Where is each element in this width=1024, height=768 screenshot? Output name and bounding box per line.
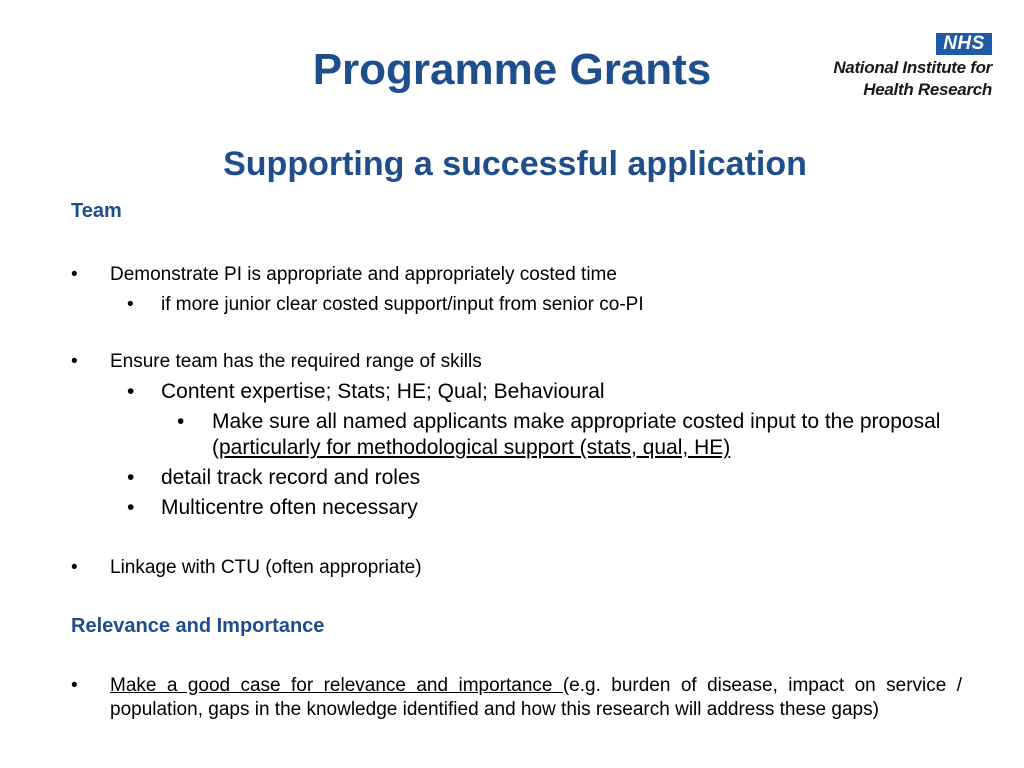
- team-bullet-2-sub-1-sub-1: [212, 409, 952, 461]
- team-bullet-1-sub-1: if more junior clear costed support/input from senior co-PI: [161, 294, 644, 315]
- bullet-dot: •: [177, 410, 185, 433]
- relevance-bullet-1: [110, 674, 962, 722]
- relevance-heading: Relevance and Importance: [71, 615, 325, 637]
- nhs-badge: NHS: [936, 33, 992, 55]
- relevance-detail-text: (e.g. burden of disease, impact on service / population, gaps in the knowledge identified and how this research will address these gaps): [110, 675, 962, 720]
- team-heading: Team: [71, 200, 122, 222]
- team-bullet-2-sub-2: detail track record and roles: [161, 466, 421, 489]
- team-bullet-2-sub-1: Content expertise; Stats; HE; Qual; Behavioural: [161, 380, 605, 403]
- bullet-dot: •: [71, 557, 78, 578]
- bullet-dot: •: [127, 496, 135, 519]
- bullet-dot: •: [127, 466, 135, 489]
- team-bullet-2: Ensure team has the required range of skills: [110, 351, 482, 372]
- team-bullet-2-sub-3: Multicentre often necessary: [161, 496, 418, 519]
- costed-input-text: Make sure all named applicants make appropriate costed input to the proposal (: [212, 410, 941, 459]
- bullet-dot: •: [127, 294, 134, 315]
- methodological-support-text: particularly for methodological support (stats, qual, HE): [219, 436, 731, 459]
- bullet-dot: •: [127, 380, 135, 403]
- nihr-logo: [802, 33, 992, 103]
- bullet-dot: •: [71, 351, 78, 372]
- team-bullet-1: Demonstrate PI is appropriate and appropriately costed time: [110, 264, 617, 285]
- good-case-text: Make a good case for relevance and importance: [110, 675, 563, 696]
- bullet-dot: •: [71, 264, 78, 285]
- team-bullet-3: Linkage with CTU (often appropriate): [110, 557, 422, 578]
- slide-title: Programme Grants: [312, 45, 712, 94]
- slide-subtitle: Supporting a successful application: [223, 145, 807, 183]
- bullet-dot: •: [71, 675, 78, 696]
- logo-line-1: National Institute for: [833, 58, 992, 77]
- logo-line-2: Health Research: [863, 80, 992, 99]
